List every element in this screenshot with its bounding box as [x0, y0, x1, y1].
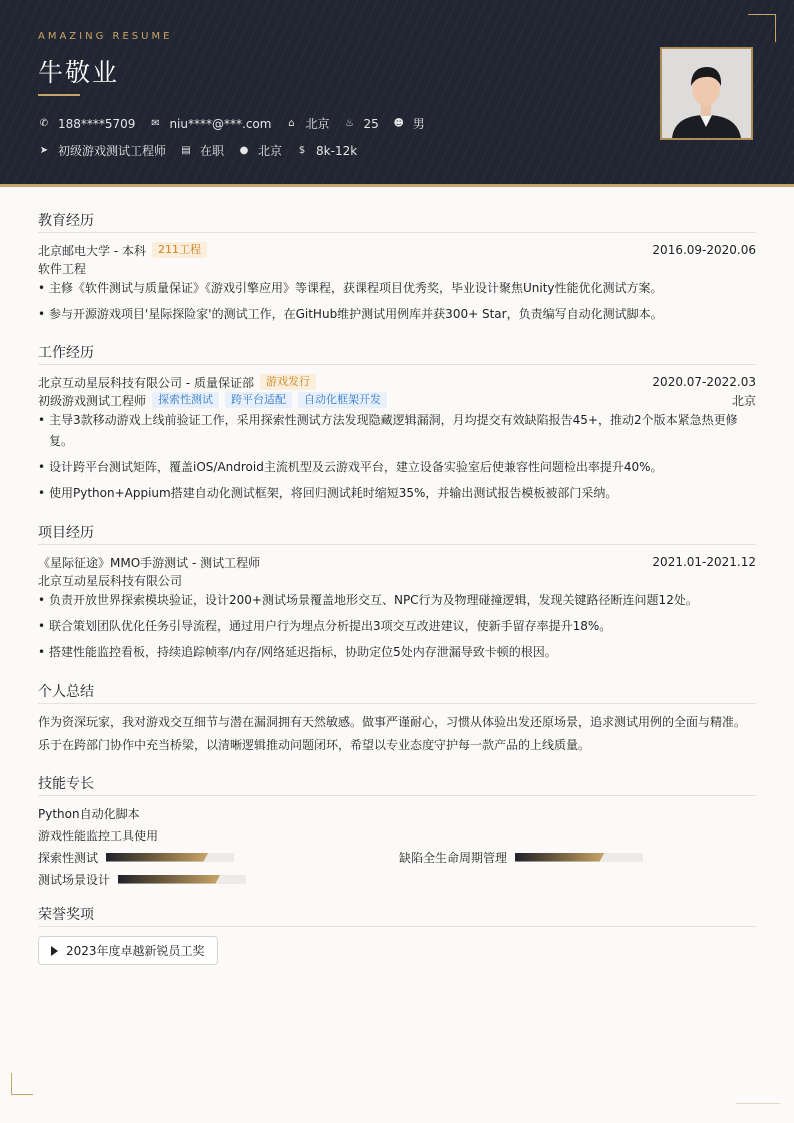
skill-name: 缺陷全生命周期管理	[399, 850, 508, 865]
status-text: 在职	[200, 144, 225, 158]
work-location: 北京	[731, 393, 756, 408]
role-tag: 自动化框架开发	[298, 392, 387, 408]
project-date: 2021.01-2021.12	[652, 555, 756, 569]
gender-text: 男	[412, 117, 425, 131]
play-triangle-icon	[51, 946, 58, 956]
summary-line: 作为资深玩家，我对游戏交互细节与潜在漏洞拥有天然敏感。做事严谨耐心，习惯从体验出发还原场景，追求测试用例的全面与精准。	[38, 715, 747, 729]
position-info	[38, 142, 166, 159]
header-gold-rule	[0, 184, 794, 187]
company-name: 北京互动星辰科技有限公司 - 质量保证部	[38, 375, 254, 390]
section-title: 荣誉奖项	[38, 905, 756, 927]
profile-photo	[660, 47, 753, 140]
award-item[interactable]	[38, 936, 218, 965]
skill-level-fill	[118, 875, 220, 884]
school-tag: 211工程	[152, 242, 207, 258]
award-text: 2023年度卓越新锐员工奖	[66, 944, 205, 958]
project-header-row	[38, 553, 756, 571]
list-item: • 搭建性能监控看板，持续追踪帧率/内存/网络延迟指标，协助定位5处内存泄漏导致卡顿的根因。	[38, 642, 756, 663]
summary-line: 乐于在跨部门协作中充当桥梁，以清晰逻辑推动问题闭环，希望以专业态度守护每一款产品的上线质量。	[38, 738, 591, 752]
list-item: • 联合策划团队优化任务引导流程，通过用户行为埋点分析提出3项交互改进建议，使新手留存率提升18%。	[38, 616, 756, 637]
project-company: 北京互动星辰科技有限公司	[38, 573, 183, 588]
money-icon: $	[298, 145, 306, 156]
send-icon: ➤	[39, 145, 49, 156]
section-title: 项目经历	[38, 523, 756, 545]
resume-header	[0, 0, 794, 184]
location-pin-icon: ●	[239, 145, 249, 156]
summary-section	[38, 682, 756, 762]
corner-decoration	[748, 14, 776, 42]
skills-section	[38, 774, 756, 890]
briefcase-icon: ▤	[181, 145, 191, 156]
skill-bar-item	[38, 870, 246, 888]
school-name: 北京邮电大学 - 本科	[38, 243, 146, 258]
age-text: 25	[363, 116, 379, 131]
city-info	[285, 115, 329, 132]
list-item: • 主修《软件测试与质量保证》《游戏引擎应用》等课程，获课程项目优秀奖，毕业设计聚焦Unity性能优化测试方案。	[38, 278, 756, 299]
phone-text: 188****5709	[58, 116, 136, 131]
skill-level-bar	[515, 853, 643, 862]
salary-text: 8k-12k	[316, 143, 358, 158]
skill-text-item	[38, 804, 140, 822]
status-info	[180, 142, 224, 159]
phone-info	[38, 117, 135, 131]
brand-label: AMAZING RESUME	[38, 31, 173, 42]
section-title: 个人总结	[38, 682, 756, 704]
target-city-text: 北京	[258, 144, 283, 158]
cake-icon: ♨	[344, 118, 354, 129]
role-tag: 探索性测试	[152, 392, 219, 408]
list-item: • 参与开源游戏项目'星际探险家'的测试工作，在GitHub维护测试用例库并获300+ Star，负责编写自动化测试脚本。	[38, 304, 756, 325]
corner-decoration	[11, 1073, 33, 1095]
list-item: • 使用Python+Appium搭建自动化测试框架，将回归测试耗时缩短35%，并输出测试报告模板被部门采纳。	[38, 483, 756, 504]
target-city-info	[238, 142, 282, 159]
major-text: 软件工程	[38, 261, 87, 276]
skill-level-bar	[106, 853, 234, 862]
skill-name: Python自动化脚本	[38, 806, 140, 821]
education-section	[38, 211, 756, 323]
project-section	[38, 523, 756, 667]
skill-bar-item	[399, 848, 643, 866]
education-major-row	[38, 259, 756, 277]
email-info	[149, 117, 271, 131]
role-tag: 跨平台适配	[225, 392, 292, 408]
job-intent-row	[38, 142, 371, 159]
section-title: 工作经历	[38, 343, 756, 365]
section-title: 教育经历	[38, 211, 756, 233]
awards-section	[38, 905, 756, 975]
name-underline	[38, 94, 80, 96]
skill-name: 游戏性能监控工具使用	[38, 828, 159, 843]
work-date: 2020.07-2022.03	[652, 375, 756, 389]
home-icon: ⌂	[288, 118, 295, 129]
role-name: 初级游戏测试工程师	[38, 393, 147, 408]
education-header-row	[38, 241, 756, 259]
mail-icon: ✉	[151, 118, 160, 129]
list-item: • 负责开放世界探索模块验证，设计200+测试场景覆盖地形交互、NPC行为及物理碰撞逻辑，发现关键路径断连问题12处。	[38, 590, 756, 611]
position-text: 初级游戏测试工程师	[58, 144, 167, 158]
phone-icon: ✆	[39, 118, 49, 129]
email-text: niu****@***.com	[169, 116, 272, 131]
skill-level-fill	[515, 853, 605, 862]
footer-decoration-line	[736, 1103, 780, 1104]
list-item: • 设计跨平台测试矩阵，覆盖iOS/Android主流机型及云游戏平台，建立设备实验室后使兼容性问题检出率提升40%。	[38, 457, 756, 478]
gender-icon: ☻	[393, 118, 404, 129]
skill-text-item	[38, 826, 158, 844]
person-avatar-icon	[662, 49, 751, 138]
skill-level-bar	[118, 875, 246, 884]
gender-info	[393, 115, 425, 132]
salary-info	[296, 144, 357, 158]
work-role-row	[38, 391, 756, 409]
skill-level-fill	[106, 853, 208, 862]
company-tag: 游戏发行	[260, 374, 316, 390]
skill-name: 测试场景设计	[38, 872, 111, 887]
list-item: • 主导3款移动游戏上线前验证工作，采用探索性测试方法发现隐藏逻辑漏洞，月均提交有效缺陷报告45+，推动2个版本紧急热更修复。	[38, 410, 756, 452]
contact-row	[38, 115, 439, 132]
project-name: 《星际征途》MMO手游测试 - 测试工程师	[38, 555, 261, 570]
project-company-row	[38, 571, 756, 589]
skill-name: 探索性测试	[38, 850, 99, 865]
age-info	[343, 117, 378, 131]
work-header-row	[38, 373, 756, 391]
city-text: 北京	[305, 117, 330, 131]
work-section	[38, 343, 756, 509]
skill-bar-item	[38, 848, 234, 866]
candidate-name: 牛敬业	[38, 58, 120, 87]
education-date: 2016.09-2020.06	[652, 243, 756, 257]
section-title: 技能专长	[38, 774, 756, 796]
